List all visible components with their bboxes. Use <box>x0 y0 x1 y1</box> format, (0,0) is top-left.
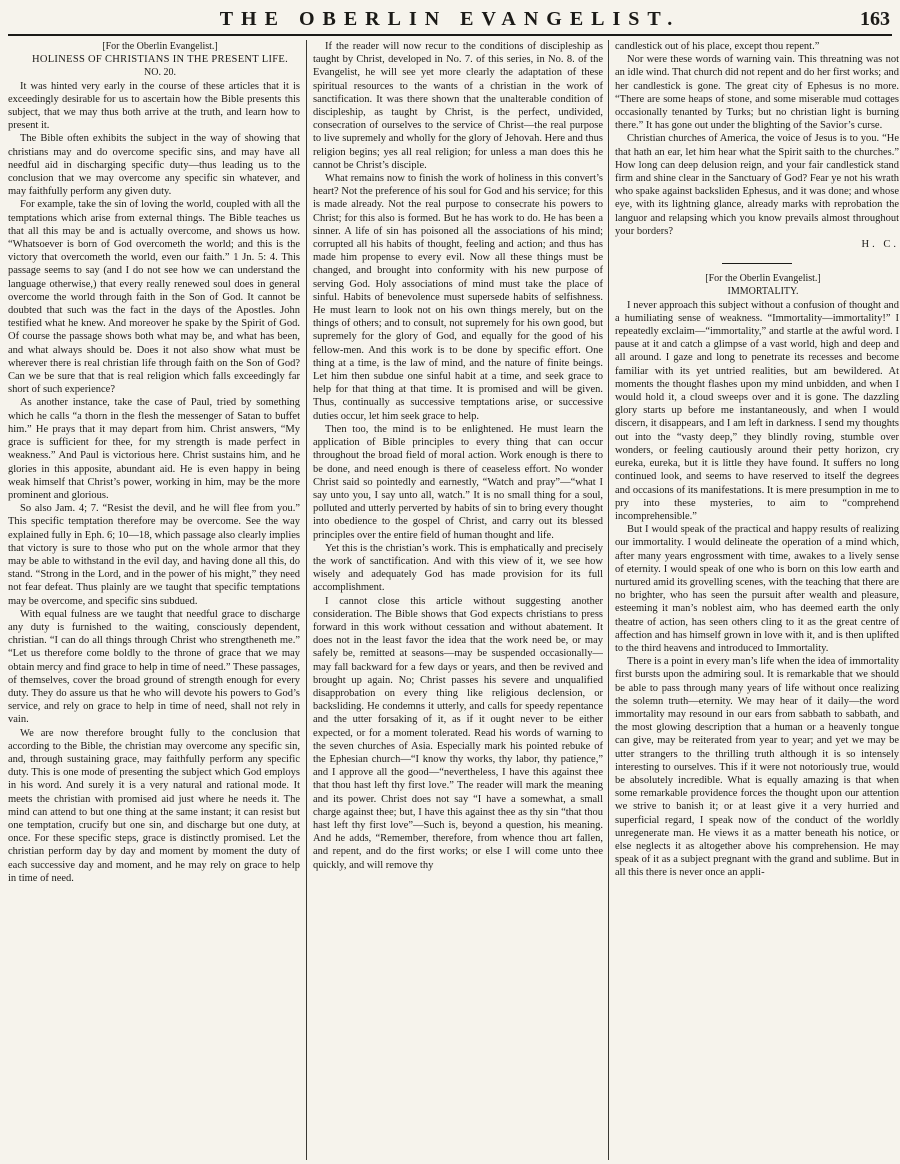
paragraph: I cannot close this article without suggesting another consideration. The Bible shows that God expects christians to press forward in this work without cessation and without abatement. It does not in the least favor the idea that the work need be, or may safely be, remitted at seasons—may be suspended occasionally—may fall backward for a few days or years, and then be revived and brought up again. No; Christ passes his severe and unqualified disapprobation on every thing like religious declension, or backsliding. He condemns it utterly, and calls for speedy repentance and the utter forsaking of it, as if it ought never to be either expected, or for a moment tolerated. Read his words of warning to the seven churches of Asia. Especially mark his pointed rebuke of the Ephesian church—“I know thy works, thy labor, thy patience,” and I approve all the good—“nevertheless, I have this against thee that thou hast left thy first love.” The reader will mark the meaning and its power. Christ does not say “I have a somewhat, a small charge against thee; but, I have this against thee as thy sin “that thou hast left thy first love”—Such is, beyond a question, his meaning. And he adds, “Remember, therefore, from whence thou art fallen, and repent, and do the first works; or else I will come unto thee quickly, and will remove thy <box>313 595 603 871</box>
paragraph: Christian churches of America, the voice of Jesus is to you. “He that hath an ear, let him hear what the Spirit saith to the churches.” How long can deep delusion reign, and your fair candlestick stand firm and shine clear in the Sanctuary of God? Fear ye not his wrath who spake against backsliden Ephesus, and it was done; and whose eye, with its lightning glance, already marks with reprobation the languor and relapsing which you know prevails almost throughout your borders? <box>615 133 899 237</box>
running-title: THE OBERLIN EVANGELIST. <box>219 8 681 30</box>
article-number: NO. 20. <box>144 67 176 79</box>
column-2 <box>306 40 603 1160</box>
masthead <box>8 4 892 36</box>
paragraph: Then too, the mind is to be enlightened. He must learn the application of Bible principles to every thing that can occur throughout the broad field of moral action. Work enough is there to be done, and need enough is there of ceaseless effort. No wonder Christ said so pointedly and earnestly, “Watch and pray”—“what I say unto you, I say unto all, watch.” It is no small thing for a soul, polluted and utterly perverted by habits of sin to bring every thought into obedience to the gospel of Christ, and carry out its blessed principles over the entire field of human thought and life. <box>313 423 603 541</box>
article-title: HOLINESS OF CHRISTIANS IN THE PRESENT LIFE. <box>31 54 289 66</box>
paragraph: There is a point in every man’s life when the idea of immortality first bursts upon the admiring soul. It is remarkable that we should be able to pass through many years of life without once realizing the solemn truth—eternity. We may hear of it daily—the word immortality may resound in our ears from sabbath to sabbath, and the most glowing description that a human or a heavenly tongue can give, may be reiterated from year to year; and yet we may be utter strangers to the thrilling truth although it is so intensely interesting to ourselves. This if it were not notoriously true, would be absolutely incredible. What is equally amazing is that when some remarkable providence forces the thought upon our attention we strive to banish it; or at least give it a very hurried and superficial regard, I speak now of the conduct of the worldly unregenerate man. He views it as a matter beneath his notice, or else neglects it as altogether above his comprehension. He may speak of it as a subject pregnant with the grand and sublime. But in all this there is never once an appli- <box>615 656 899 879</box>
paragraph: What remains now to finish the work of holiness in this convert’s heart? Not the preference of his soul for God and his service; for this is made already. Not the real purpose to consecrate his powers to Christ; for this also is formed. But he has work to do. He has been a sinner. A life of sin has poisoned all the associations of his mind; corrupted all his habits of thought, feeling and action; and thus has made him propense to every evil. Now all these things must be changed, and brought into conformity with his new purpose of serving God. Holy associations of mind must take the place of sinful. Habits of benevolence must supersede habits of selfishness. He must learn to look not on his own things merely, but on the things of others; and to consult, not supremely for his own good, but supremely for the glory of God, and equally for the good of his fellow-men. And this work is to be done by specific effort. One thing at a time, is the law of mind, and the nature of finite beings. Let him then subdue one sinful habit at a time, and seek grace to help for that thing at that time. It is promised and will be given. Thus, continually as successive temptations arise, or successive duties occur, let him seek grace to help. <box>313 173 603 422</box>
paragraph: As another instance, take the case of Paul, tried by something which he calls “a thorn in the flesh the messenger of Satan to buffet him.” He prays that it may depart from him. Christ answers, “My grace is sufficient for thee, for my strength is made perfect in weakness.” And Paul is victorious here. Christ sustains him, and he glories in this apposite, abundant aid. He is even happy in being weak himself that Christ’s power, working in him, may be the more prominent and glorious. <box>8 397 300 501</box>
paragraph: It was hinted very early in the course of these articles that it is exceedingly desirable for us to ascertain how the Bible presents this subject, that we may thus both arrive at the truth, and learn how to present it. <box>8 80 300 132</box>
section-divider <box>722 263 792 264</box>
paragraph: The Bible often exhibits the subject in the way of showing that christians may and do overcome specific sins, and may have all needful aid in discharging specific duty—thus leading us to the conclusion that we may overcome any specific sin whatever, and may faithfully perform any given duty. <box>8 133 300 198</box>
paragraph: I never approach this subject without a confusion of thought and a humiliating sense of weakness. “Immortality—immortality!” I repeatedly exclaim—“immortality,” and startle at the awful word. I pause at it and catch a glimpse of a vast world, high and deep and all around. I gaze and long to penetrate its recesses and become familiar with its yet untried realities, but am bewildered. At moments the thought flashes upon my mind unbidden, and when I would hold it, a cloud sweeps over and it is gone. The dazzling glory starts up before me instantaneously, and when I would discern, it disappears, and I am left in darkness. I send my thoughts out into the “vasty deep,” they blindly roving, stumble over wonders, or feeling cautiously around their petty horizon, cry eureka, eureka, but it is little they have found. It suffers no long continued look, and seems to have reserved to itself the degrees and occasions of its manifestations. It is mere presumption in me to pry into these mysteries, to aim to “comprehend incomprehensible.” <box>615 299 899 522</box>
paragraph: With equal fulness are we taught that needful grace to discharge any duty is furnished to the waiting, consciously dependent, christian. “I can do all things through Christ who strengtheneth me.” “Let us therefore come boldly to the throne of grace that we may obtain mercy and find grace to help in time of need.” These passages, of themselves, cover the broad ground of strength enough for every duty. They do assure us that he who will devote his powers to God’s service, and rely on grace to help in time of need, shall not rely in vain. <box>8 608 300 726</box>
paragraph: If the reader will now recur to the conditions of discipleship as taught by Christ, developed in No. 7. of this series, in No. 8. of the Evangelist, he will see yet more clearly the adaptation of these spiritual resources to the wants of a christian in the work of sanctification. It was there shown that the unalterable condition of discipleship, as taught by Christ, is the perfect, undivided, consecration of ourselves to the service of Christ—the real purpose to live supremely and wholly for the glory of Jehovah. Here and thus religion begins; yes all real religion; for unless a man does this he cannot be Christ’s disciple. <box>313 41 603 171</box>
page-number: 163 <box>860 8 890 30</box>
column-1 <box>8 40 300 1160</box>
paragraph: Nor were these words of warning vain. This threatning was not an idle wind. That church did not repent and do her first works; and her candlestick is gone. The great city of Ephesus is no more. “There are some heaps of stone, and some miserable mud cottages occasionally tenanted by Turks; but no christian light is burning there.” It has gone out under the blighting of the Savior’s curse. <box>615 54 899 132</box>
column-3 <box>608 40 899 1160</box>
paragraph: Yet this is the christian’s work. This is emphatically and precisely the work of sanctification. And with this view of it, we see how wisely and adequately God has made provision for its full accomplishment. <box>313 542 603 594</box>
paragraph: We are now therefore brought fully to the conclusion that according to the Bible, the christian may overcome any specific sin, and, through sustaining grace, may faithfully perform any specific duty. This is one mode of presenting the subject which God employs in his word. And surely it is a very natural and rational mode. It meets the christian with promised aid just where he needs it. The mind can attend to but one thing at the same instant; it can resist but one temptation, crucify but one sin, and discharge but one duty, at once. For these specific steps, grace is distinctly promised. Let the christian perform day by day and moment by moment the duty of each successive day and moment, and he may rely on grace to help in time of need. <box>8 727 300 884</box>
article-credit: [For the Oberlin Evangelist.] <box>705 273 821 285</box>
paragraph: But I would speak of the practical and happy results of realizing our immortality. I would delineate the operation of a mind which, after many years engrossment with time, awakes to a lively sense of eternity. I would speak of one who is born on this low earth and nurtured amid its grovelling scenes, with the teaching that there are no brighter, who has seen the pursuit after wealth and pleasure, esteeming it man’s noblest aim, who has deemed earth the only theatre of action, has seen others cling to it as the great centre of affection and has himself grown in love with it, and is then uplifted to the third heavens and introduced to Immortality. <box>615 524 899 654</box>
article-title: IMMORTALITY. <box>727 286 799 298</box>
author-signature: H. C. <box>861 239 899 251</box>
paragraph: For example, take the sin of loving the world, coupled with all the temptations which arise from external things. The Bible teaches us that all this may be and is actually overcome, and shows us how. “Whatsoever is born of God overcometh the world; and this is the victory that overcometh the world, even our faith.” 1 Jn. 5: 4. This passage seems to say (and I do not see how we can understand the language otherwise,) that every really renewed soul does in general overcome the world through faith in the Son of God. It cannot be doubted that such was the fact in the days of the Apostles. John testified what he knew. And moreover he spake by the Spirit of God. Of course the passage shows both what may be, and what has been, and what always should be. Does it not also show what must be wherever there is real christian life through faith on the Son of God? Can we be sure that that is real religion which falls exceedingly far short of such experience? <box>8 199 300 396</box>
paragraph: So also Jam. 4; 7. “Resist the devil, and he will flee from you.” This specific temptation therefore may be overcome. See the way explained fully in Eph. 6; 10—18, which passage also clearly implies that victory is sure to those who put on the whole armor that they may be able to withstand in the evil day, and having done all this, do stand. “Strong in the Lord, and in the power of his might,” they need not fear defeat. Thus plainly are we taught that specific temptations may be overcome, and specific sins subdued. <box>8 503 300 607</box>
article-credit: [For the Oberlin Evangelist.] <box>102 41 218 52</box>
paragraph-continued: candlestick out of his place, except thou repent.” <box>615 41 820 52</box>
